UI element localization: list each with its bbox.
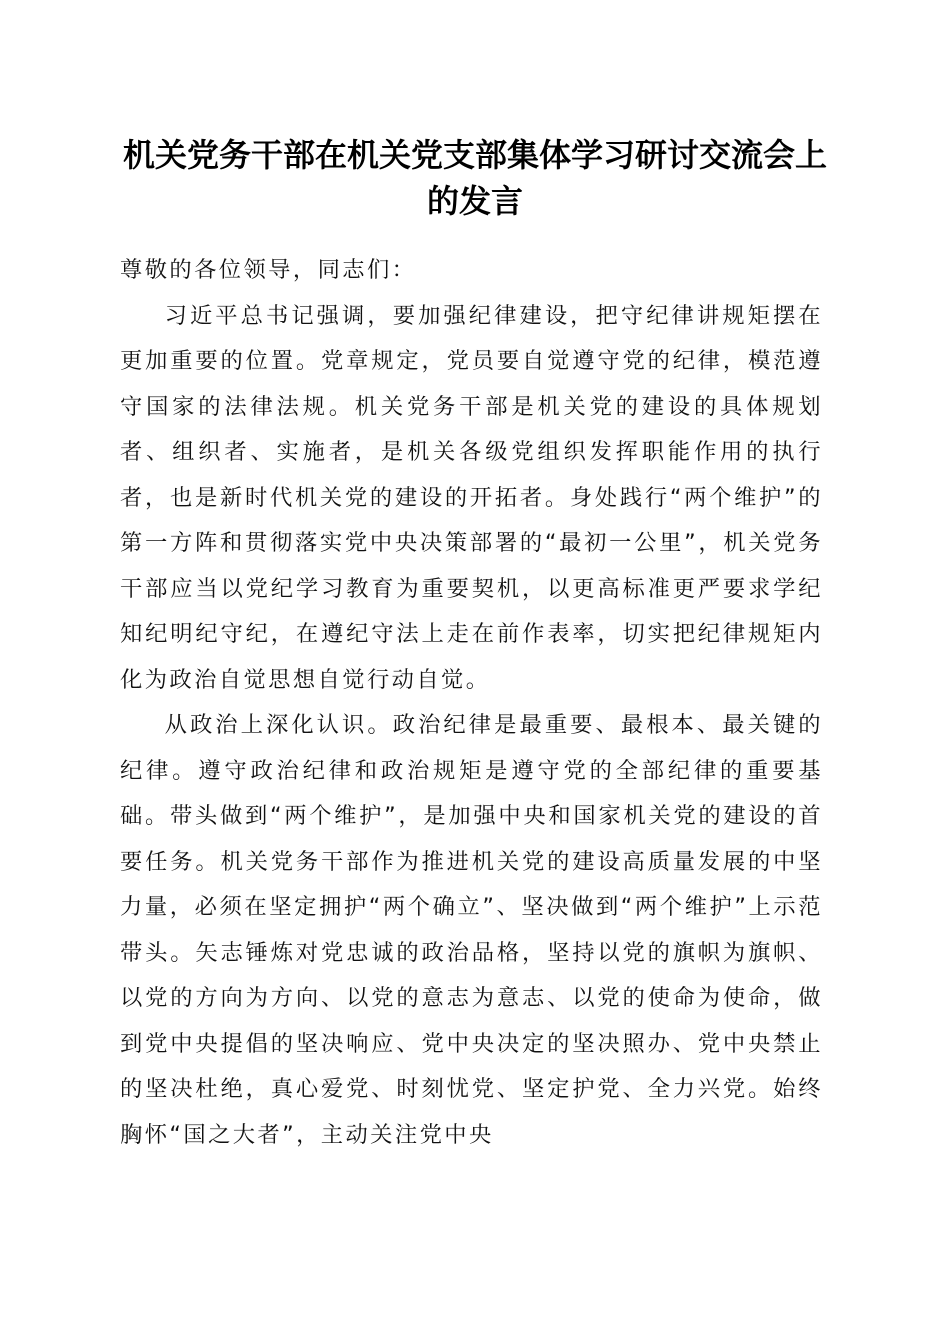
paragraph: 习近平总书记强调，要加强纪律建设，把守纪律讲规矩摆在更加重要的位置。党章规定，党员要自觉遵守党的纪律，模范遵守国家的法律法规。机关党务干部是机关党的建设的具体规划者、组织者、实施者，是机关各级党组织发挥职能作用的执行者，也是新时代机关党的建设的开拓者。身处践行“两个维护”的第一方阵和贯彻落实党中央决策部署的“最初一公里”，机关党务干部应当以党纪学习教育为重要契机，以更高标准更严要求学纪知纪明纪守纪，在遵纪守法上走在前作表率，切实把纪律规矩内化为政治自觉思想自觉行动自觉。 (120, 302, 823, 693)
salutation: 尊敬的各位领导，同志们： (120, 257, 417, 283)
document-body (120, 248, 823, 1158)
paragraph: 从政治上深化认识。政治纪律是最重要、最根本、最关键的纪律。遵守政治纪律和政治规矩是遵守党的全部纪律的重要基础。带头做到“两个维护”，是加强中央和国家机关党的建设的首要任务。机关党务干部作为推进机关党的建设高质量发展的中坚力量，必须在坚定拥护“两个确立”、坚决做到“两个维护”上示范带头。矢志锤炼对党忠诚的政治品格，坚持以党的旗帜为旗帜、以党的方向为方向、以党的意志为意志、以党的使命为使命，做到党中央提倡的坚决响应、党中央决定的坚决照办、党中央禁止的坚决杜绝，真心爱党、时刻忧党、坚定护党、全力兴党。始终胸怀“国之大者”，主动关注党中央 (120, 712, 823, 1148)
document-title: 机关党务干部在机关党支部集体学习研讨交流会上的发言 (122, 136, 827, 220)
